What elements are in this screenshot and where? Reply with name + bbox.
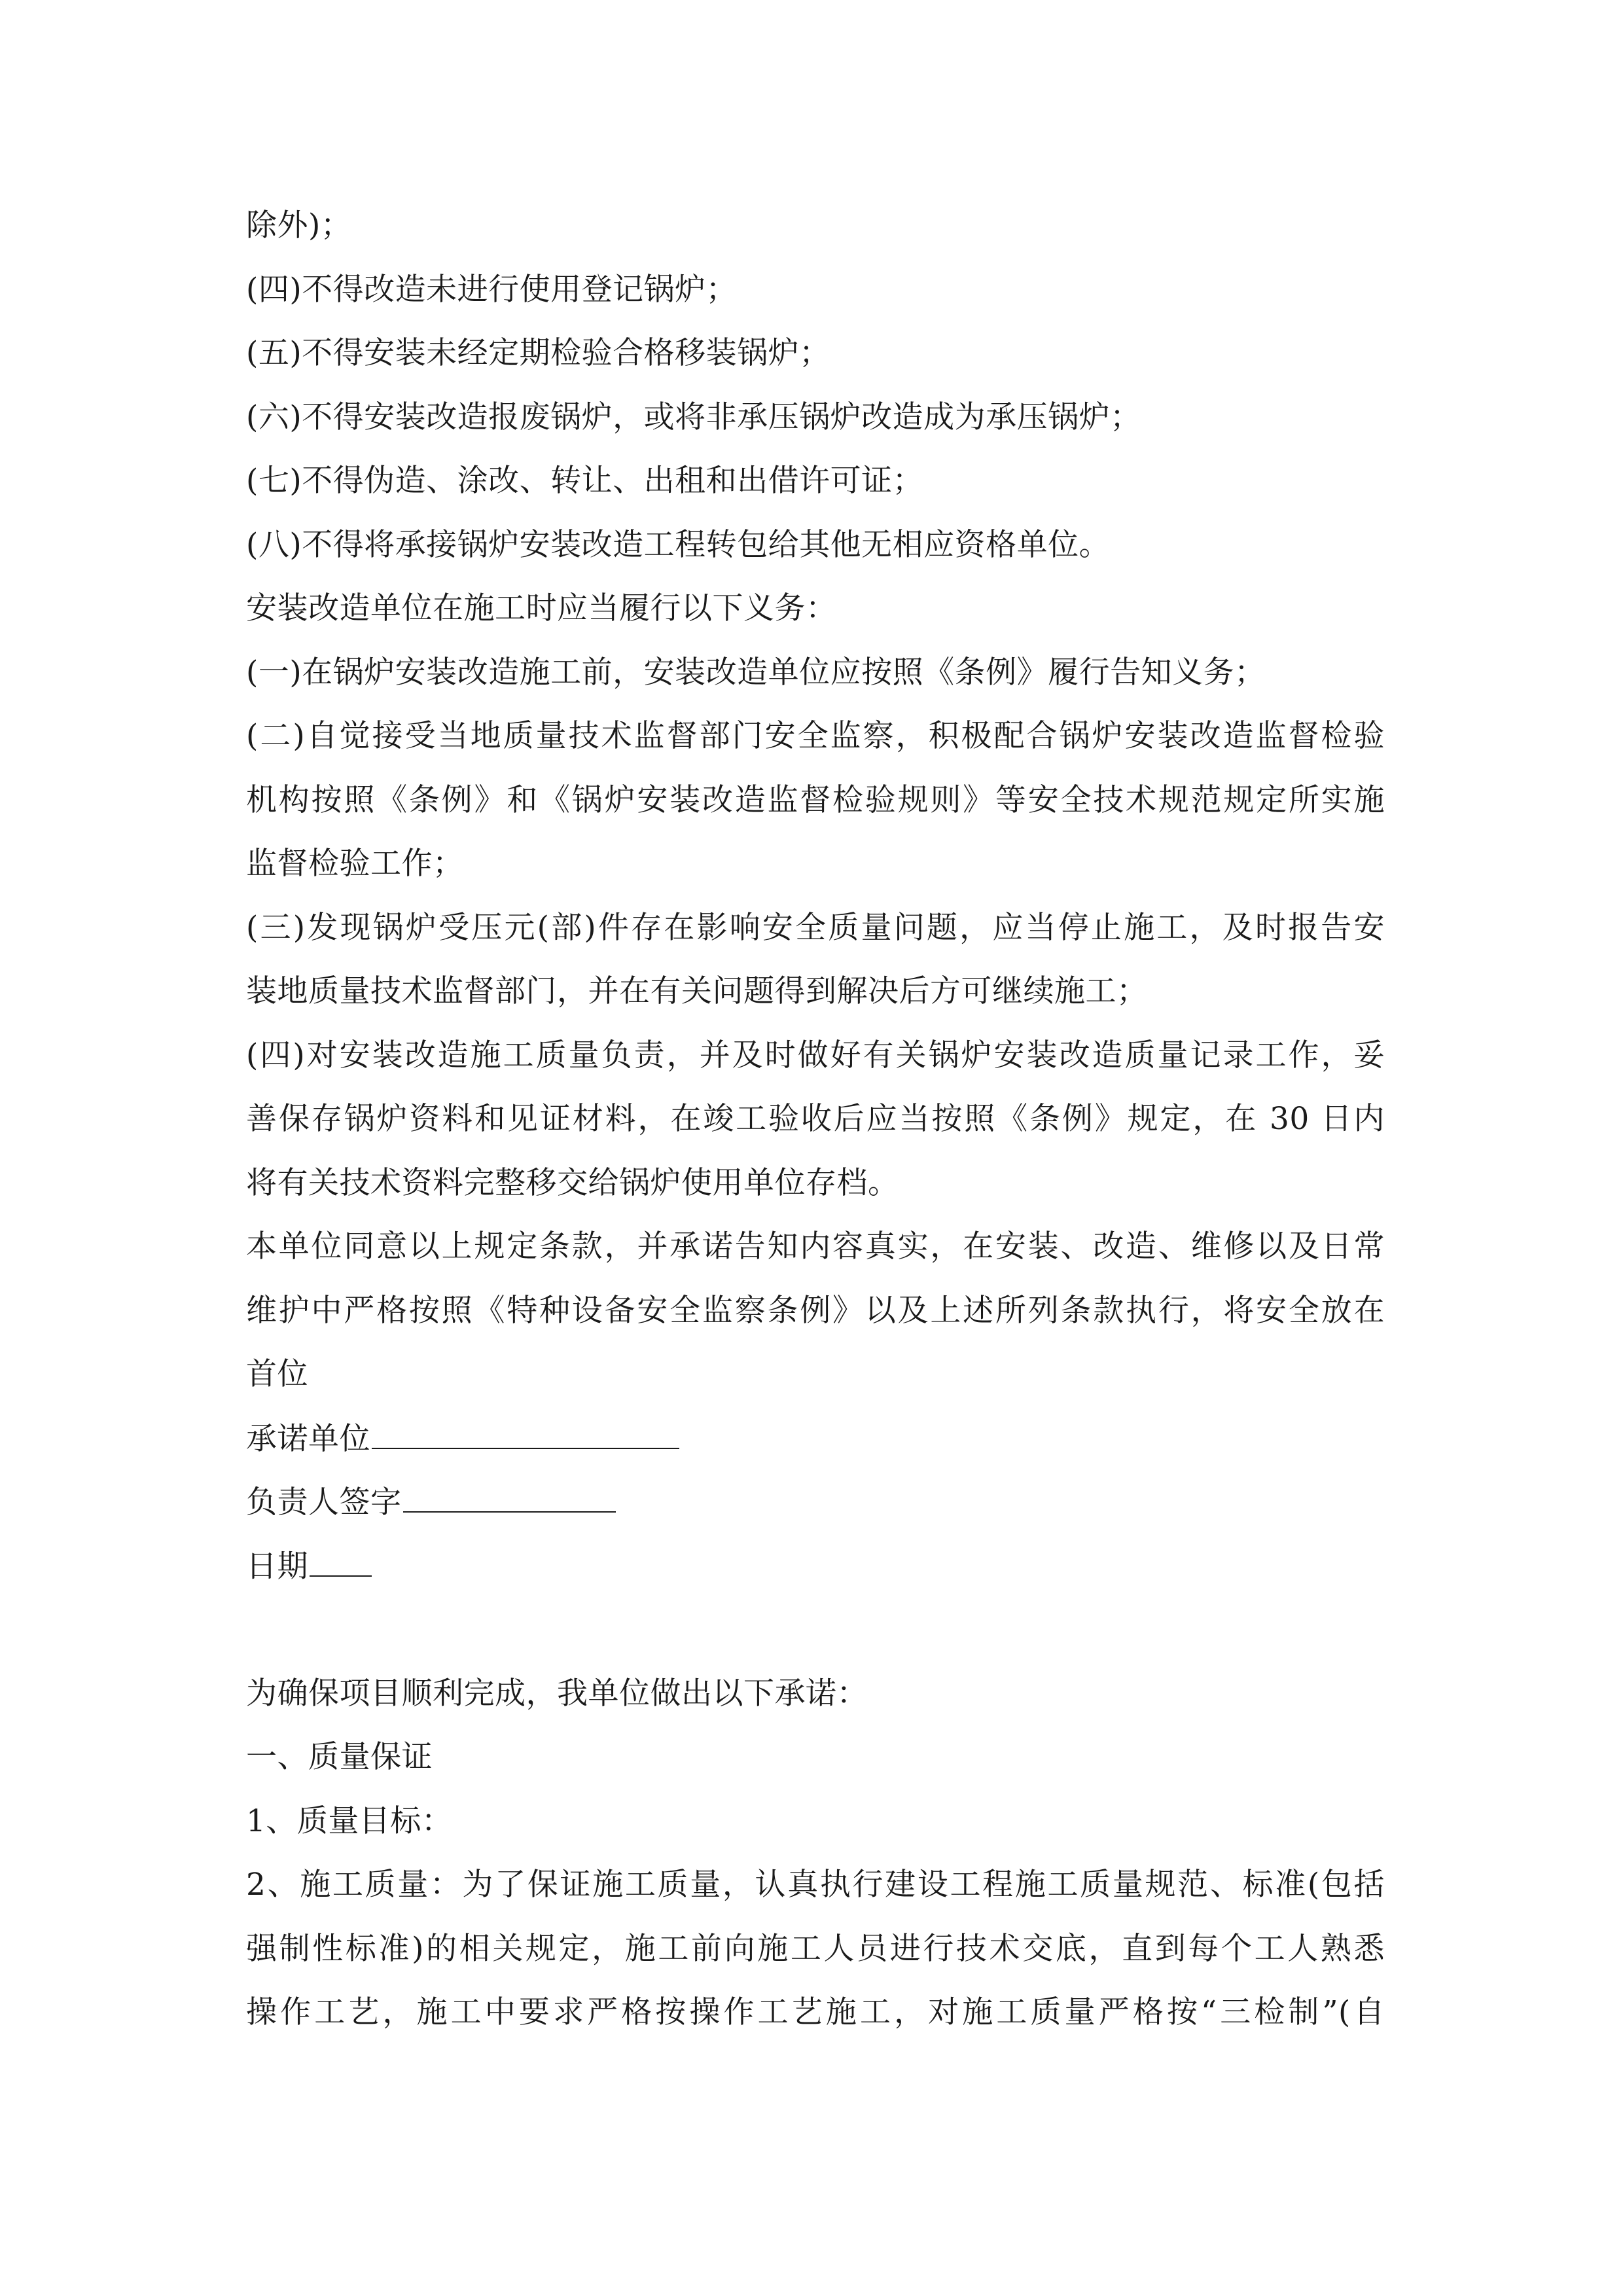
text-line: (六)不得安装改造报废锅炉，或将非承压锅炉改造成为承压锅炉； <box>246 399 1141 435</box>
text-line: 善保存锅炉资料和见证材料，在竣工验收后应当按照《条例》规定，在 30 日内 <box>246 1101 1385 1137</box>
text-line: 首位 <box>246 1356 308 1392</box>
signature-unit <box>246 1419 1385 1459</box>
text-line: 将有关技术资料完整移交给锅炉使用单位存档。 <box>246 1165 899 1201</box>
text-line: (八)不得将承接锅炉安装改造工程转包给其他无相应资格单位。 <box>246 527 1111 563</box>
text-line: 机构按照《条例》和《锅炉安装改造监督检验规则》等安全技术规范规定所实施 <box>246 782 1385 818</box>
text-line: 本单位同意以上规定条款，并承诺告知内容真实，在安装、改造、维修以及日常 <box>246 1229 1385 1265</box>
text-line: 为确保项目顺利完成，我单位做出以下承诺： <box>246 1676 868 1712</box>
text-line: (七)不得伪造、涂改、转让、出租和出借许可证； <box>246 463 924 499</box>
signature-unit-blank[interactable] <box>372 1419 679 1449</box>
signature-date <box>246 1547 1385 1587</box>
text-line: (四)不得改造未进行使用登记锅炉； <box>246 272 738 308</box>
text-line: 维护中严格按照《特种设备安全监察条例》以及上述所列条款执行，将安全放在 <box>246 1293 1385 1329</box>
text-line: 1、质量目标： <box>246 1803 453 1839</box>
text-line: (三)发现锅炉受压元(部)件存在影响安全质量问题，应当停止施工，及时报告安 <box>246 910 1385 946</box>
signature-unit-label: 承诺单位 <box>246 1421 370 1457</box>
text-line: (二)自觉接受当地质量技术监督部门安全监察，积极配合锅炉安装改造监督检验 <box>246 718 1385 754</box>
text-line: (四)对安装改造施工质量负责，并及时做好有关锅炉安装改造质量记录工作，妥 <box>246 1037 1385 1073</box>
text-line: 安装改造单位在施工时应当履行以下义务： <box>246 590 837 626</box>
signature-date-blank[interactable] <box>310 1547 372 1577</box>
signature-person-label: 负责人签字 <box>246 1484 402 1520</box>
text-line: 操作工艺，施工中要求严格按操作工艺施工，对施工质量严格按“三检制”(自 <box>246 1994 1385 2030</box>
text-line: 2、施工质量：为了保证施工质量，认真执行建设工程施工质量规范、标准(包括 <box>246 1867 1385 1903</box>
signature-person-blank[interactable] <box>403 1482 616 1513</box>
text-line: (五)不得安装未经定期检验合格移装锅炉； <box>246 335 830 371</box>
signature-person <box>246 1482 1385 1522</box>
text-line: 除外)； <box>246 207 352 243</box>
text-line: 装地质量技术监督部门，并在有关问题得到解决后方可继续施工； <box>246 973 1148 1009</box>
text-line: 强制性标准)的相关规定，施工前向施工人员进行技术交底，直到每个工人熟悉 <box>246 1931 1385 1967</box>
text-line: 监督检验工作； <box>246 846 464 882</box>
section-heading: 一、质量保证 <box>246 1739 433 1775</box>
signature-date-label: 日期 <box>246 1549 308 1585</box>
text-line: (一)在锅炉安装改造施工前，安装改造单位应按照《条例》履行告知义务； <box>246 655 1266 691</box>
